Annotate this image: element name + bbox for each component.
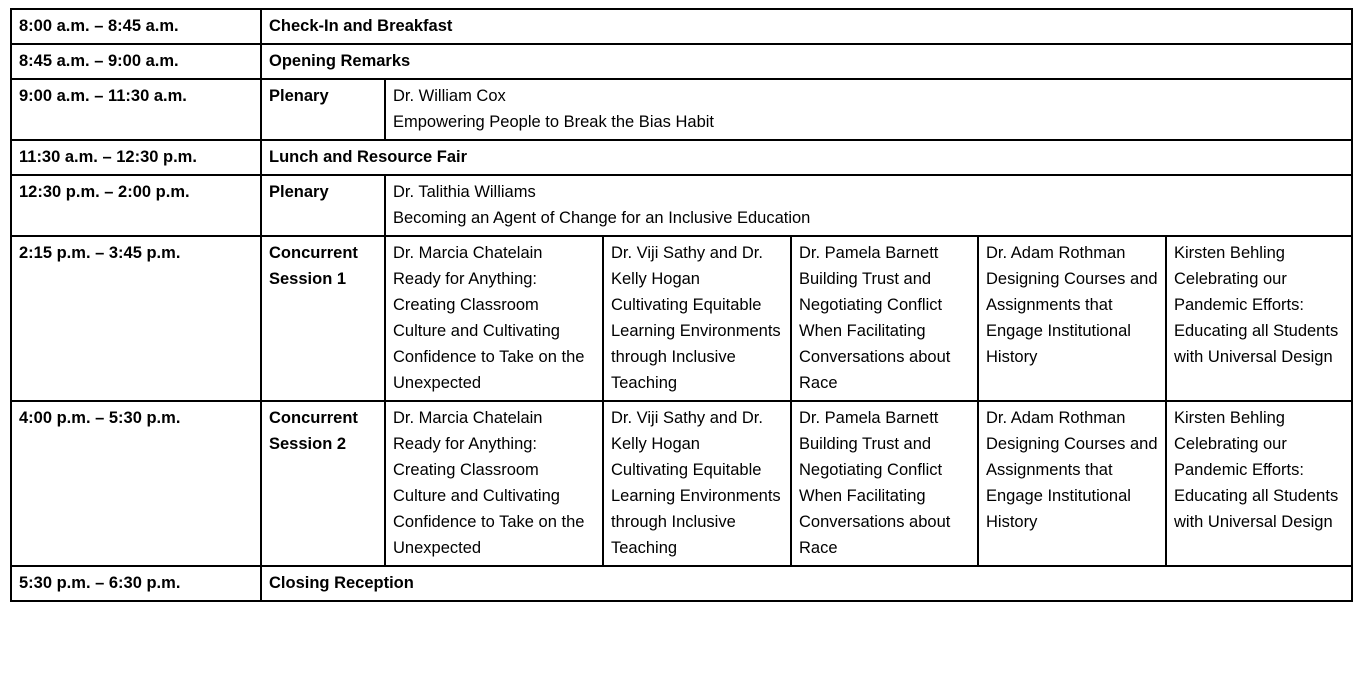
session-title: Empowering People to Break the Bias Habit [393,113,715,131]
row-title-opening: Opening Remarks [261,44,1352,79]
row-type-plenary-2: Plenary [261,175,385,236]
table-row [11,140,1352,175]
session-title: Celebrating our Pandemic Efforts: Educating all Students with Universal Design [1174,435,1339,531]
session-title: Ready for Anything: Creating Classroom Culture and Cultivating Confidence to Take on the Unexpected [393,270,585,392]
row-time-lunch: 11:30 a.m. – 12:30 p.m. [11,140,261,175]
conference-schedule-table [10,8,1353,602]
session-cell-2b [603,401,791,566]
session-title: Becoming an Agent of Change for an Inclusive Education [393,209,811,227]
table-row [11,566,1352,601]
speaker-name: Dr. Talithia Williams [393,183,536,201]
row-time-concurrent-2: 4:00 p.m. – 5:30 p.m. [11,401,261,566]
session-type-line-2: Session 1 [269,270,347,288]
row-title-lunch: Lunch and Resource Fair [261,140,1352,175]
speaker-name: Kirsten Behling [1174,409,1285,427]
speaker-name: Dr. Adam Rothman [986,244,1126,262]
speaker-name: Dr. Viji Sathy and Dr. Kelly Hogan [611,244,763,288]
session-type-line-1: Concurrent [269,244,358,262]
row-type-plenary-1: Plenary [261,79,385,140]
row-time-plenary-2: 12:30 p.m. – 2:00 p.m. [11,175,261,236]
row-time-closing: 5:30 p.m. – 6:30 p.m. [11,566,261,601]
row-type-concurrent-1 [261,236,385,401]
table-row [11,401,1352,566]
speaker-name: Dr. Viji Sathy and Dr. Kelly Hogan [611,409,763,453]
speaker-name: Dr. William Cox [393,87,506,105]
row-content-plenary-2 [385,175,1352,236]
row-time-concurrent-1: 2:15 p.m. – 3:45 p.m. [11,236,261,401]
speaker-name: Dr. Marcia Chatelain [393,409,543,427]
session-title: Cultivating Equitable Learning Environments through Inclusive Teaching [611,296,781,392]
session-cell-1e [1166,236,1352,401]
session-cell-1d [978,236,1166,401]
session-title: Ready for Anything: Creating Classroom Culture and Cultivating Confidence to Take on the Unexpected [393,435,585,557]
table-row [11,79,1352,140]
speaker-name: Dr. Pamela Barnett [799,244,939,262]
session-type-line-1: Concurrent [269,409,358,427]
row-time-checkin: 8:00 a.m. – 8:45 a.m. [11,9,261,44]
session-cell-1b [603,236,791,401]
row-time-opening: 8:45 a.m. – 9:00 a.m. [11,44,261,79]
speaker-name: Kirsten Behling [1174,244,1285,262]
session-title: Designing Courses and Assignments that Engage Institutional History [986,270,1158,366]
session-type-line-2: Session 2 [269,435,347,453]
speaker-name: Dr. Marcia Chatelain [393,244,543,262]
session-cell-2a [385,401,603,566]
table-row [11,236,1352,401]
row-type-concurrent-2 [261,401,385,566]
row-content-plenary-1 [385,79,1352,140]
session-title: Cultivating Equitable Learning Environments through Inclusive Teaching [611,461,781,557]
speaker-name: Dr. Adam Rothman [986,409,1126,427]
session-title: Building Trust and Negotiating Conflict When Facilitating Conversations about Race [799,270,951,392]
session-cell-2e [1166,401,1352,566]
session-cell-2d [978,401,1166,566]
session-title: Designing Courses and Assignments that Engage Institutional History [986,435,1158,531]
session-title: Celebrating our Pandemic Efforts: Educating all Students with Universal Design [1174,270,1339,366]
session-title: Building Trust and Negotiating Conflict When Facilitating Conversations about Race [799,435,951,557]
row-title-closing: Closing Reception [261,566,1352,601]
row-title-checkin: Check-In and Breakfast [261,9,1352,44]
table-row [11,175,1352,236]
session-cell-1c [791,236,978,401]
row-time-plenary-1: 9:00 a.m. – 11:30 a.m. [11,79,261,140]
speaker-name: Dr. Pamela Barnett [799,409,939,427]
table-row [11,44,1352,79]
table-row [11,9,1352,44]
session-cell-2c [791,401,978,566]
session-cell-1a [385,236,603,401]
